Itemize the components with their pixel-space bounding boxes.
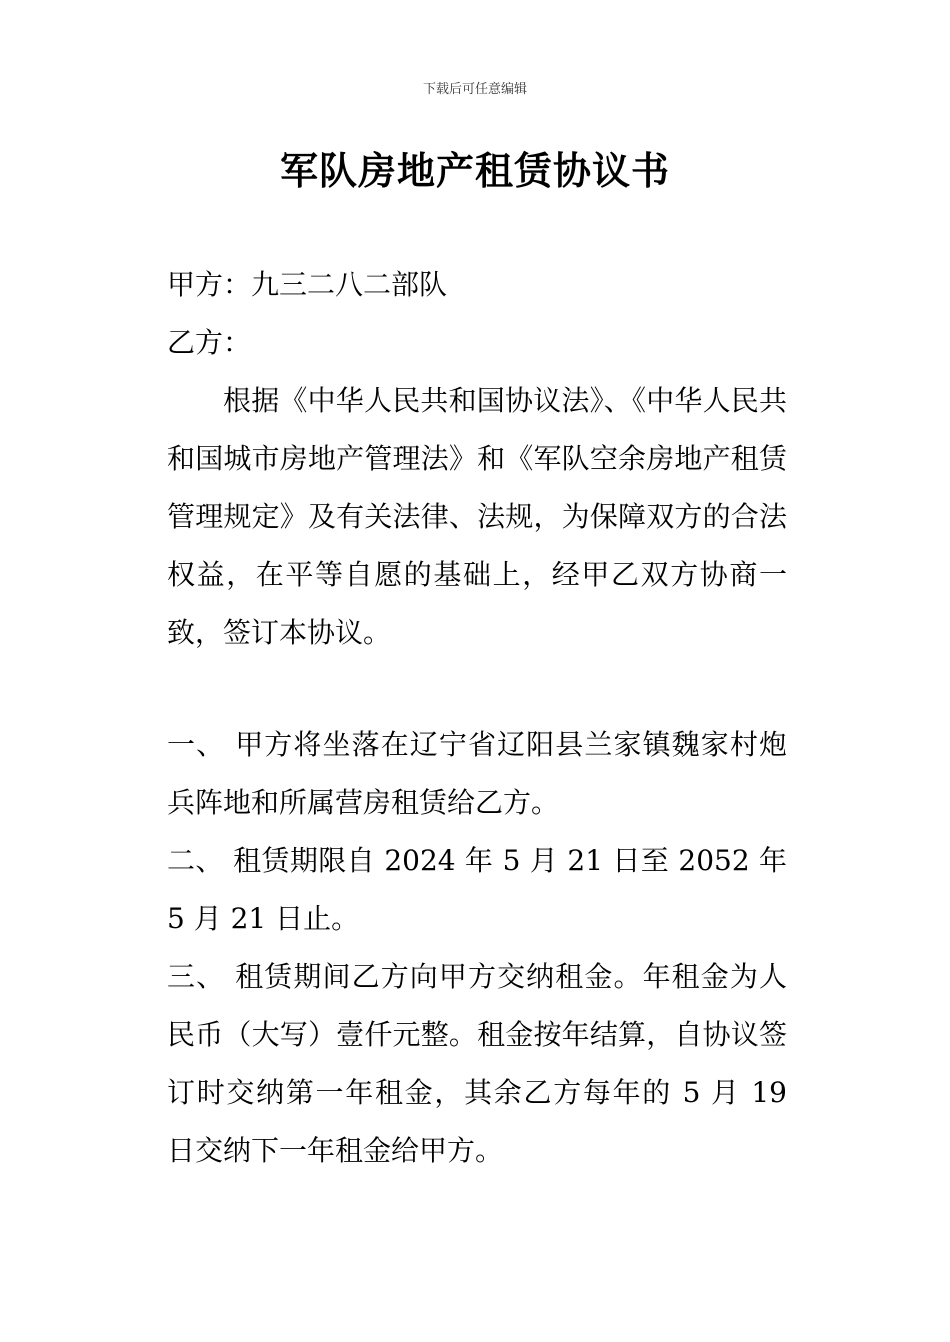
clause-number: 一、: [167, 728, 226, 761]
clause-number: 二、: [167, 844, 224, 877]
clause-text: 租赁期限自 2024 年 5 月 21 日至 2052 年 5 月 21 日止。: [167, 844, 787, 935]
clause-2: [167, 832, 787, 948]
party-b-line: 乙方：: [167, 326, 252, 359]
party-a-line: 甲方：九三二八二部队: [167, 268, 448, 301]
clause-3: [167, 948, 787, 1180]
header-note: 下载后可任意编辑: [422, 82, 527, 97]
preamble-paragraph: 根据《中华人民共和国协议法》、《中华人民共和国城市房地产管理法》和《军队空余房地产租赁管理规定》及有关法律、法规，为保障双方的合法权益，在平等自愿的基础上，经甲乙双方协商一致，签订本协议。: [167, 384, 787, 649]
clause-number: 三、: [167, 960, 226, 993]
document-title: 军队房地产租赁协议书: [279, 149, 670, 193]
clause-1: [167, 716, 787, 832]
clause-text: 甲方将坐落在辽宁省辽阳县兰家镇魏家村炮兵阵地和所属营房租赁给乙方。: [167, 728, 787, 819]
clause-text: 租赁期间乙方向甲方交纳租金。年租金为人民币（大写）壹仟元整。租金按年结算，自协议签订时交纳第一年租金，其余乙方每年的 5 月 19 日交纳下一年租金给甲方。: [167, 960, 787, 1167]
